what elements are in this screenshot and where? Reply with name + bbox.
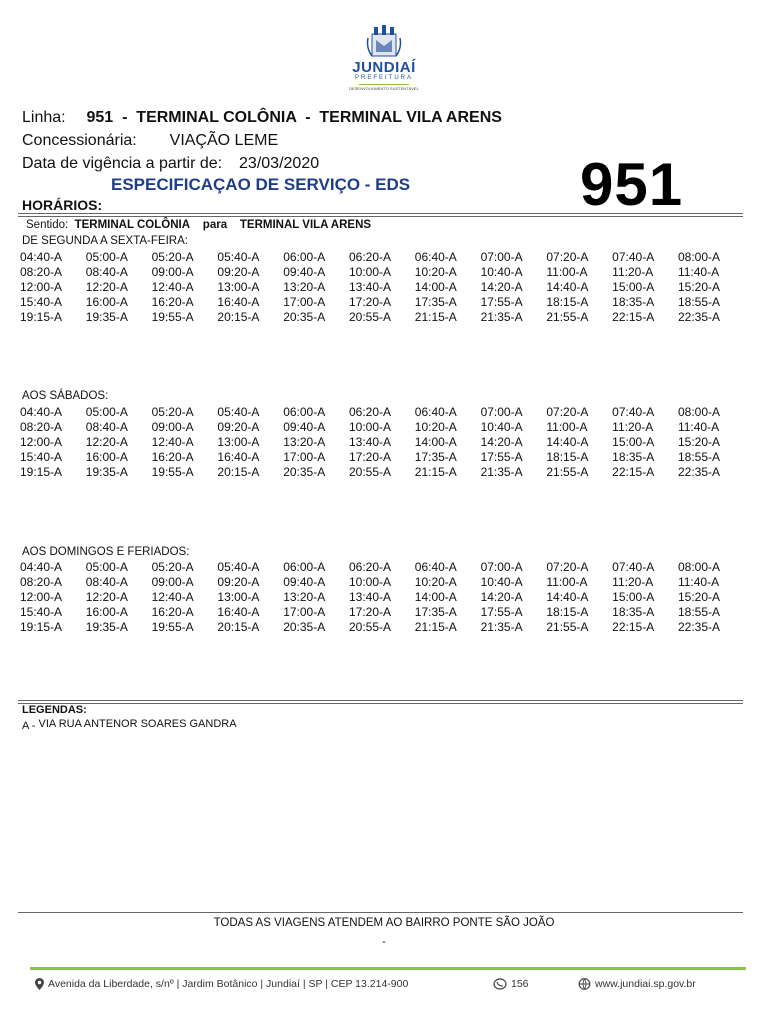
departure-time: 19:55-A: [151, 620, 194, 634]
concessionaria-value: VIAÇÃO LEME: [169, 132, 279, 149]
departure-time: 21:15-A: [414, 465, 457, 479]
linha-value: 951 - TERMINAL COLÔNIA - TERMINAL VILA ARENS: [86, 109, 502, 126]
departure-time: 14:40-A: [546, 435, 589, 449]
departure-time: 06:00-A: [283, 250, 326, 264]
departure-time: 15:40-A: [20, 450, 63, 464]
departure-time: 11:00-A: [546, 420, 588, 434]
schedule-row: [20, 575, 744, 590]
departure-time: 20:55-A: [348, 620, 392, 634]
schedule-row: [20, 420, 744, 435]
departure-time: 19:35-A: [85, 310, 128, 324]
departure-time: 21:15-A: [414, 620, 457, 634]
departure-time: 20:35-A: [283, 620, 326, 634]
departure-time: 13:00-A: [217, 590, 260, 604]
departure-time: 08:00-A: [677, 250, 720, 264]
departure-time: 14:40-A: [546, 280, 589, 294]
departure-time: 10:00-A: [348, 575, 392, 589]
departure-time: 22:35-A: [677, 310, 720, 324]
departure-time: 17:55-A: [480, 295, 523, 309]
sentido-line: [26, 219, 371, 231]
departure-time: 07:20-A: [546, 405, 589, 419]
departure-time: 21:55-A: [546, 620, 589, 634]
saturday-grid: [20, 405, 744, 480]
coat-of-arms-icon: [364, 24, 404, 60]
weekday-grid: [20, 250, 744, 325]
departure-time: 19:15-A: [20, 465, 63, 479]
departure-time: 20:15-A: [217, 310, 260, 324]
departure-time: 05:20-A: [151, 250, 194, 264]
departure-time: 22:15-A: [612, 465, 655, 479]
departure-time: 08:40-A: [85, 575, 128, 589]
footer-note: TODAS AS VIAGENS ATENDEM AO BAIRRO PONTE SÃO JOÃO: [213, 917, 555, 929]
departure-time: 10:00-A: [348, 265, 392, 279]
departure-time: 11:40-A: [677, 575, 720, 589]
legend-rule-2: [18, 703, 743, 704]
departure-time: 07:00-A: [480, 250, 523, 264]
departure-time: 10:20-A: [414, 420, 457, 434]
departure-time: 17:20-A: [348, 295, 392, 309]
departure-time: 13:20-A: [283, 280, 326, 294]
departure-time: 06:00-A: [283, 405, 326, 419]
departure-time: 05:20-A: [151, 560, 194, 574]
phone-icon: [493, 978, 507, 990]
departure-time: 09:00-A: [151, 575, 194, 589]
departure-time: 18:35-A: [612, 450, 655, 464]
departure-time: 15:20-A: [677, 435, 720, 449]
departure-time: 11:40-A: [677, 265, 720, 279]
departure-time: 10:40-A: [480, 575, 523, 589]
schedule-row: [20, 310, 744, 325]
vigencia-label: Data de vigência a partir de:: [22, 155, 223, 172]
departure-time: 15:00-A: [612, 280, 655, 294]
departure-time: 05:40-A: [217, 560, 260, 574]
departure-time: 19:35-A: [85, 465, 128, 479]
departure-time: 07:00-A: [480, 405, 523, 419]
departure-time: 14:20-A: [480, 280, 523, 294]
departure-time: 18:55-A: [677, 605, 720, 619]
departure-time: 06:40-A: [414, 250, 457, 264]
departure-time: 22:35-A: [677, 465, 720, 479]
departure-time: 12:00-A: [20, 435, 63, 449]
departure-time: 06:40-A: [414, 560, 457, 574]
saturday-label: AOS SÁBADOS:: [22, 390, 109, 402]
departure-time: 22:15-A: [612, 620, 655, 634]
schedule-row: [20, 560, 744, 575]
schedule-row: [20, 250, 744, 265]
departure-time: 13:00-A: [217, 435, 260, 449]
departure-time: 12:20-A: [85, 435, 128, 449]
departure-time: 10:40-A: [480, 420, 523, 434]
linha-line: [22, 109, 502, 127]
departure-time: 12:00-A: [20, 590, 63, 604]
departure-time: 18:15-A: [546, 605, 589, 619]
departure-time: 15:40-A: [20, 295, 63, 309]
departure-time: 13:00-A: [217, 280, 260, 294]
departure-time: 22:15-A: [612, 310, 655, 324]
sunday-label: AOS DOMINGOS E FERIADOS:: [22, 546, 190, 558]
departure-time: 07:20-A: [546, 560, 589, 574]
footer-rule: [18, 912, 743, 913]
departure-time: 09:20-A: [217, 575, 260, 589]
departure-time: 05:40-A: [217, 250, 260, 264]
departure-time: 07:00-A: [480, 560, 523, 574]
departure-time: 17:55-A: [480, 450, 523, 464]
departure-time: 19:55-A: [151, 465, 194, 479]
schedule-row: [20, 405, 744, 420]
sentido-to: TERMINAL VILA ARENS: [239, 219, 372, 231]
departure-time: 16:40-A: [217, 605, 260, 619]
departure-time: 17:00-A: [283, 295, 326, 309]
departure-time: 05:00-A: [85, 250, 128, 264]
departure-time: 09:40-A: [283, 420, 326, 434]
map-pin-icon: [35, 978, 44, 990]
schedule-row: [20, 620, 744, 635]
departure-time: 12:20-A: [85, 590, 128, 604]
departure-time: 16:00-A: [85, 295, 128, 309]
address-text: Avenida da Liberdade, s/nº | Jardim Botânico | Jundiaí | SP | CEP 13.214-900: [48, 978, 409, 990]
concessionaria-label: Concessionária:: [22, 132, 137, 149]
departure-time: 05:00-A: [85, 405, 128, 419]
departure-time: 14:00-A: [414, 590, 457, 604]
departure-time: 21:15-A: [414, 310, 457, 324]
departure-time: 14:00-A: [414, 280, 457, 294]
departure-time: 06:20-A: [348, 250, 392, 264]
logo-tagline: DESENVOLVIMENTO SUSTENTÁVEL: [349, 86, 419, 91]
departure-time: 13:20-A: [283, 590, 326, 604]
departure-time: 16:00-A: [85, 450, 128, 464]
departure-time: 05:40-A: [217, 405, 260, 419]
header-rule-1: [18, 213, 743, 214]
departure-time: 21:35-A: [480, 310, 523, 324]
schedule-row: [20, 450, 744, 465]
departure-time: 18:55-A: [677, 450, 720, 464]
departure-time: 20:55-A: [348, 465, 392, 479]
vigencia-line: [22, 155, 319, 173]
legend-item: [22, 718, 237, 730]
departure-time: 08:00-A: [677, 405, 720, 419]
concessionaria-line: [22, 132, 278, 150]
departure-time: 08:40-A: [85, 420, 128, 434]
phone-text: 156: [511, 978, 529, 990]
departure-time: 10:20-A: [414, 575, 457, 589]
departure-time: 08:20-A: [20, 420, 63, 434]
header-rule-2: [18, 216, 743, 217]
departure-time: 13:40-A: [348, 280, 392, 294]
departure-time: 10:40-A: [480, 265, 523, 279]
departure-time: 21:55-A: [546, 465, 589, 479]
departure-time: 19:15-A: [20, 310, 63, 324]
departure-time: 10:00-A: [348, 420, 392, 434]
departure-time: 09:20-A: [217, 420, 260, 434]
footer-dash: -: [382, 936, 386, 948]
legend-code: A -: [22, 720, 36, 732]
sentido-label: Sentido:: [26, 219, 69, 231]
departure-time: 18:35-A: [612, 605, 655, 619]
departure-time: 07:40-A: [612, 250, 655, 264]
globe-icon: [578, 978, 591, 990]
departure-time: 07:40-A: [612, 405, 655, 419]
website-block: [578, 978, 696, 990]
sentido-from: TERMINAL COLÔNIA: [74, 219, 191, 231]
departure-time: 20:15-A: [217, 620, 260, 634]
legend-rule-1: [18, 700, 743, 701]
website-link[interactable]: www.jundiai.sp.gov.br: [595, 978, 696, 990]
schedule-row: [20, 265, 744, 280]
departure-time: 11:20-A: [612, 265, 654, 279]
departure-time: 08:20-A: [20, 265, 63, 279]
departure-time: 21:35-A: [480, 620, 523, 634]
sunday-grid: [20, 560, 744, 635]
schedule-row: [20, 590, 744, 605]
departure-time: 13:40-A: [348, 435, 392, 449]
eds-title: ESPECIFICAÇAO DE SERVIÇO - EDS: [111, 175, 411, 194]
departure-time: 17:20-A: [348, 450, 392, 464]
departure-time: 20:35-A: [283, 310, 326, 324]
departure-time: 04:40-A: [20, 250, 63, 264]
vigencia-value: 23/03/2020: [239, 155, 320, 172]
departure-time: 09:40-A: [283, 575, 326, 589]
departure-time: 13:20-A: [283, 435, 326, 449]
departure-time: 06:20-A: [348, 405, 392, 419]
departure-time: 16:20-A: [151, 605, 194, 619]
address-block: [35, 978, 408, 990]
departure-time: 19:35-A: [85, 620, 128, 634]
departure-time: 20:15-A: [217, 465, 260, 479]
departure-time: 09:00-A: [151, 420, 194, 434]
departure-time: 20:55-A: [348, 310, 392, 324]
departure-time: 10:20-A: [414, 265, 457, 279]
horarios-heading: HORÁRIOS:: [22, 197, 103, 213]
departure-time: 12:40-A: [151, 435, 194, 449]
footer-green-bar: [30, 967, 746, 970]
departure-time: 17:35-A: [414, 605, 457, 619]
departure-time: 14:20-A: [480, 435, 523, 449]
departure-time: 17:00-A: [283, 450, 326, 464]
weekday-label: DE SEGUNDA A SEXTA-FEIRA:: [22, 235, 188, 247]
departure-time: 05:00-A: [85, 560, 128, 574]
departure-time: 15:20-A: [677, 590, 720, 604]
departure-time: 15:20-A: [677, 280, 720, 294]
jundiai-logo: [334, 24, 434, 104]
departure-time: 22:35-A: [677, 620, 720, 634]
departure-time: 05:20-A: [151, 405, 194, 419]
departure-time: 16:40-A: [217, 450, 260, 464]
schedule-row: [20, 605, 744, 620]
departure-time: 17:00-A: [283, 605, 326, 619]
departure-time: 14:20-A: [480, 590, 523, 604]
departure-time: 17:55-A: [480, 605, 523, 619]
departure-time: 17:20-A: [348, 605, 392, 619]
departure-time: 04:40-A: [20, 560, 63, 574]
schedule-row: [20, 295, 744, 310]
schedule-row: [20, 465, 744, 480]
departure-time: 06:00-A: [283, 560, 326, 574]
departure-time: 11:00-A: [546, 265, 588, 279]
phone-block: [493, 978, 529, 990]
departure-time: 07:20-A: [546, 250, 589, 264]
departure-time: 12:00-A: [20, 280, 63, 294]
departure-time: 18:15-A: [546, 295, 589, 309]
departure-time: 11:20-A: [612, 575, 654, 589]
departure-time: 06:20-A: [348, 560, 392, 574]
departure-time: 08:20-A: [20, 575, 63, 589]
departure-time: 20:35-A: [283, 465, 326, 479]
schedule-row: [20, 435, 744, 450]
legend-text: VIA RUA ANTENOR SOARES GANDRA: [38, 718, 237, 730]
departure-time: 12:40-A: [151, 590, 194, 604]
logo-sub: PREFEITURA: [354, 75, 413, 81]
departure-time: 09:40-A: [283, 265, 326, 279]
departure-time: 09:00-A: [151, 265, 194, 279]
departure-time: 16:40-A: [217, 295, 260, 309]
departure-time: 04:40-A: [20, 405, 63, 419]
departure-time: 16:20-A: [151, 450, 194, 464]
departure-time: 21:55-A: [546, 310, 589, 324]
departure-time: 11:40-A: [677, 420, 720, 434]
departure-time: 16:20-A: [151, 295, 194, 309]
logo-brand: JUNDIAÍ: [352, 59, 416, 76]
sentido-para: para: [202, 219, 228, 231]
departure-time: 09:20-A: [217, 265, 260, 279]
departure-time: 14:40-A: [546, 590, 589, 604]
line-number-big: 951: [580, 151, 684, 218]
departure-time: 19:15-A: [20, 620, 63, 634]
departure-time: 06:40-A: [414, 405, 457, 419]
departure-time: 15:00-A: [612, 435, 655, 449]
departure-time: 21:35-A: [480, 465, 523, 479]
departure-time: 08:00-A: [677, 560, 720, 574]
departure-time: 11:00-A: [546, 575, 588, 589]
departure-time: 15:40-A: [20, 605, 63, 619]
departure-time: 13:40-A: [348, 590, 392, 604]
departure-time: 18:15-A: [546, 450, 589, 464]
departure-time: 17:35-A: [414, 295, 457, 309]
departure-time: 08:40-A: [85, 265, 128, 279]
departure-time: 12:40-A: [151, 280, 194, 294]
departure-time: 15:00-A: [612, 590, 655, 604]
linha-label: Linha:: [22, 109, 66, 126]
departure-time: 18:35-A: [612, 295, 655, 309]
departure-time: 14:00-A: [414, 435, 457, 449]
logo-divider: [359, 84, 409, 85]
departure-time: 17:35-A: [414, 450, 457, 464]
departure-time: 07:40-A: [612, 560, 655, 574]
departure-time: 16:00-A: [85, 605, 128, 619]
departure-time: 19:55-A: [151, 310, 194, 324]
departure-time: 11:20-A: [612, 420, 654, 434]
legend-title: LEGENDAS:: [22, 704, 87, 716]
departure-time: 12:20-A: [85, 280, 128, 294]
schedule-row: [20, 280, 744, 295]
departure-time: 18:55-A: [677, 295, 720, 309]
